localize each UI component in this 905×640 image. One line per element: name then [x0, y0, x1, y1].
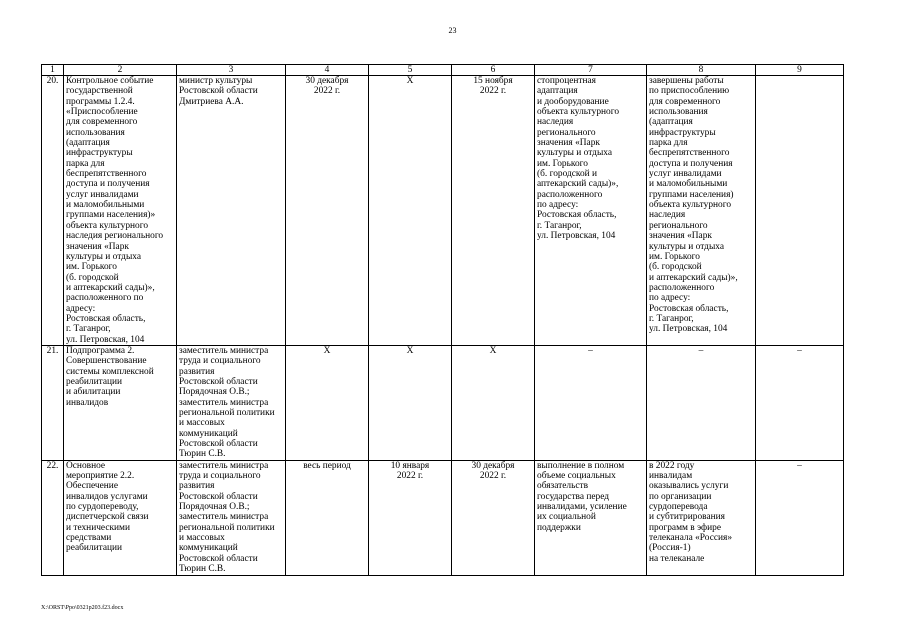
end-date-cell: 15 ноября 2022 г. — [452, 76, 535, 346]
table-row — [42, 76, 844, 346]
column-header: 5 — [369, 65, 452, 76]
end-date-cell: Х — [452, 345, 535, 460]
notes-cell: – — [756, 460, 844, 575]
end-date-cell: 30 декабря 2022 г. — [452, 460, 535, 575]
file-path-footer: Х:\ORST\Ppo\0321p203.f23.docx — [41, 605, 124, 611]
column-header: 2 — [64, 65, 177, 76]
planned-date-cell: 30 декабря 2022 г. — [286, 76, 369, 346]
start-date-cell: 10 января 2022 г. — [369, 460, 452, 575]
column-header: 3 — [177, 65, 286, 76]
column-header: 7 — [535, 65, 647, 76]
row-number: 20. — [42, 76, 64, 346]
document-table — [41, 64, 844, 576]
row-number: 22. — [42, 460, 64, 575]
actual-result-cell: в 2022 году инвалидам оказывались услуги по организации сурдоперевода и субтитрирования программ в эфире телеканала «Россия» (Россия-1) на телеканале — [647, 460, 756, 575]
planned-date-cell: Х — [286, 345, 369, 460]
notes-cell — [756, 76, 844, 346]
actual-result-cell: завершены работы по приспособлению для современного использования (адаптация инфраструктуры парка для беспрепятственного доступа и получения услуг инвалидами и маломобильными группами населения) объекта культурного наследия регионального значения «Парк культуры и отдыха им. Горького (б. городской и аптекарский сады)», расположенного по адресу: Ростовская область, г. Таганрог, ул. Петровская, 104 — [647, 76, 756, 346]
column-header: 4 — [286, 65, 369, 76]
column-header: 9 — [756, 65, 844, 76]
responsible-cell: заместитель министра труда и социального развития Ростовской области Порядочная О.В.; заместитель министра региональной политики и массовых коммуникаций Ростовской области Тюрин С.В. — [177, 460, 286, 575]
event-name-cell: Контрольное событие государственной программы 1.2.4. «Приспособление для современного использования (адаптация инфраструктуры парка для беспрепятственного доступа и получения услуг инвалидами и маломобильными группами населения)» объекта культурного наследия регионального значения «Парк культуры и отдыха им. Горького (б. городской и аптекарский сады)», расположенного по адресу: Ростовская область, г. Таганрог, ул. Петровская, 104 — [64, 76, 177, 346]
actual-result-cell: – — [647, 345, 756, 460]
expected-result-cell: выполнение в полном объеме социальных обязательств государства перед инвалидами, усиление их социальной поддержки — [535, 460, 647, 575]
planned-date-cell: весь период — [286, 460, 369, 575]
column-header: 8 — [647, 65, 756, 76]
table-row — [42, 460, 844, 575]
responsible-cell: заместитель министра труда и социального развития Ростовской области Порядочная О.В.; заместитель министра региональной политики и массовых коммуникаций Ростовской области Тюрин С.В. — [177, 345, 286, 460]
column-header: 6 — [452, 65, 535, 76]
expected-result-cell: – — [535, 345, 647, 460]
event-name-cell: Основное мероприятие 2.2. Обеспечение инвалидов услугами по сурдопереводу, диспетчерской связи и техническими средствами реабилитации — [64, 460, 177, 575]
page-number: 23 — [448, 26, 457, 35]
start-date-cell: Х — [369, 345, 452, 460]
event-name-cell: Подпрограмма 2. Совершенствование системы комплексной реабилитации и абилитации инвалидов — [64, 345, 177, 460]
column-header: 1 — [42, 65, 64, 76]
table-row — [42, 345, 844, 460]
notes-cell: – — [756, 345, 844, 460]
table-header-row — [42, 65, 844, 76]
responsible-cell: министр культуры Ростовской области Дмитриева А.А. — [177, 76, 286, 346]
expected-result-cell: стопроцентная адаптация и дооборудование объекта культурного наследия регионального значения «Парк культуры и отдыха им. Горького (б. городской и аптекарский сады)», расположенного по адресу: Ростовская область, г. Таганрог, ул. Петровская, 104 — [535, 76, 647, 346]
start-date-cell: Х — [369, 76, 452, 346]
row-number: 21. — [42, 345, 64, 460]
